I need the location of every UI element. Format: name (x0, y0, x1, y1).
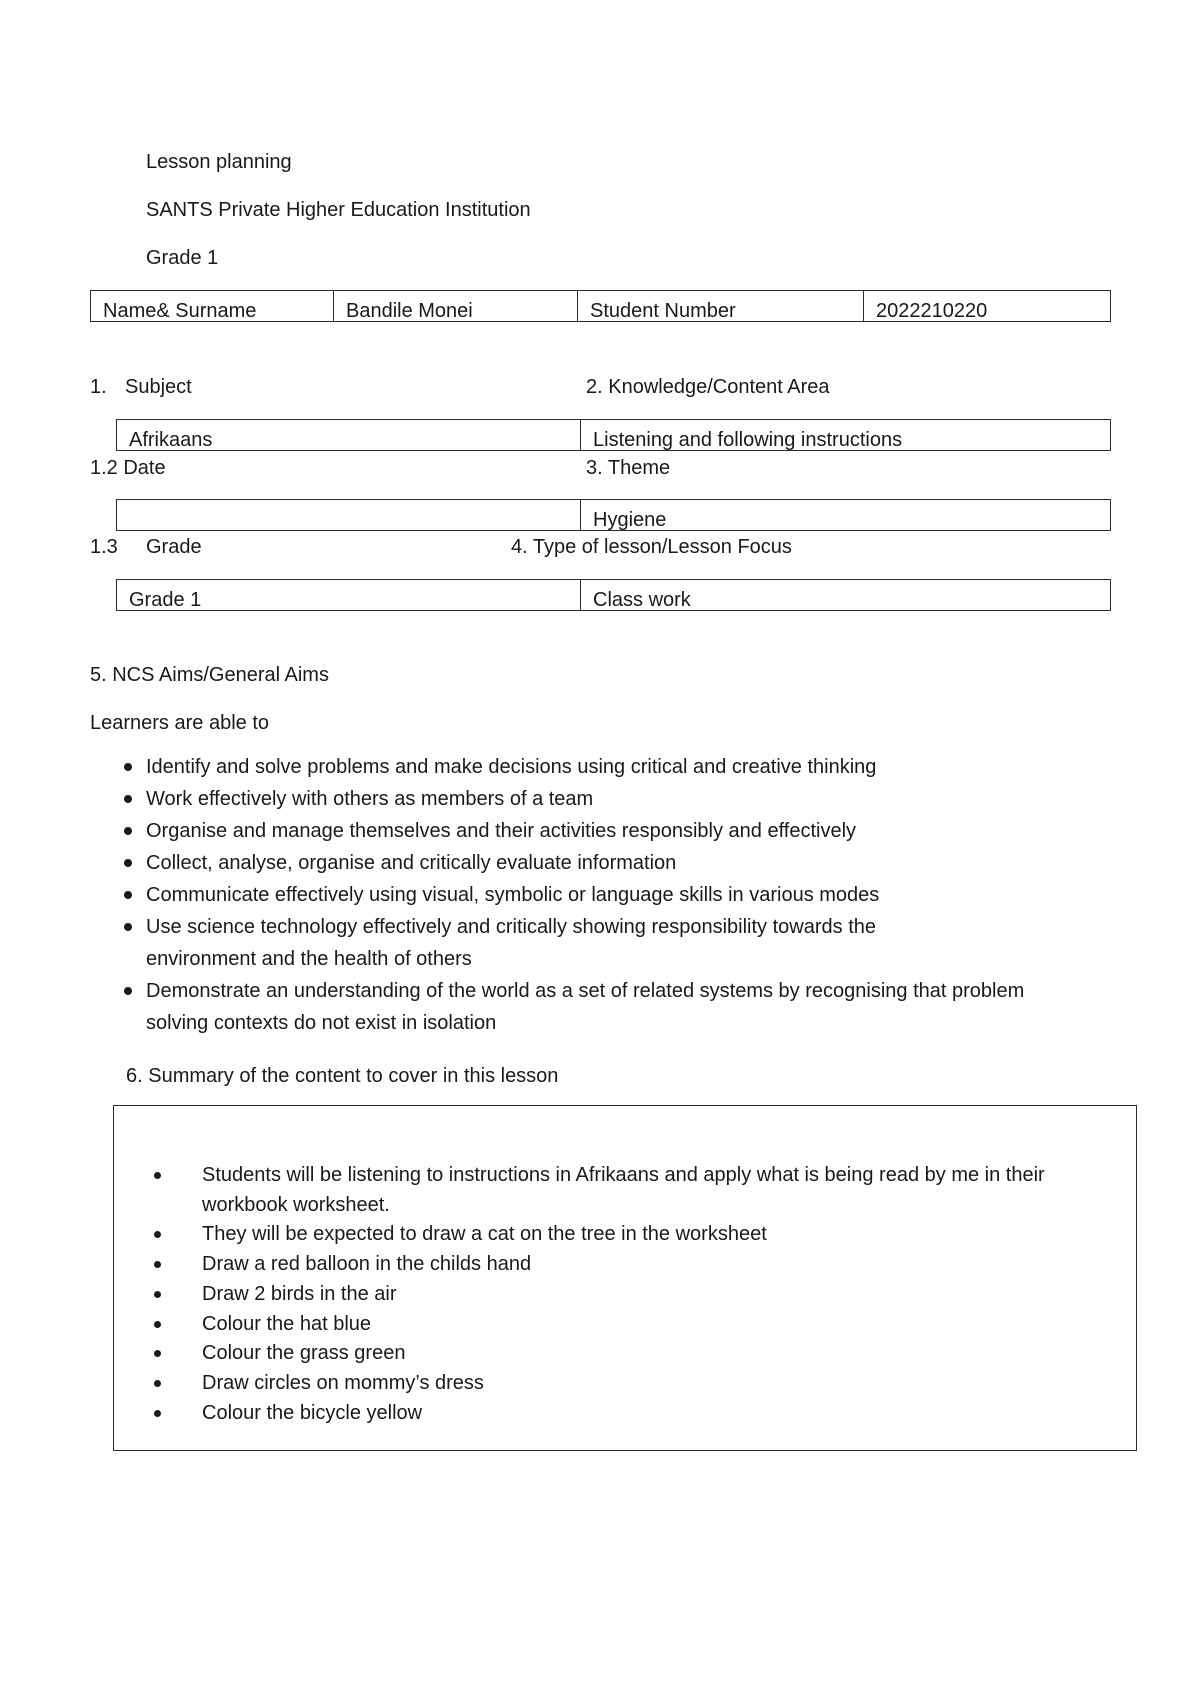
bullet-icon (154, 1380, 161, 1387)
subject-number: 1. (90, 376, 107, 398)
document-title: Lesson planning (146, 151, 292, 173)
summary-list-item: They will be expected to draw a cat on the tree in the worksheet (154, 1220, 1104, 1250)
summary-list-item: Colour the grass green (154, 1339, 1104, 1369)
aims-list-item: Communicate effectively using visual, symbolic or language skills in various modes (120, 879, 1080, 911)
summary-list-item: Students will be listening to instructions in Afrikaans and apply what is being read by me in their workbook worksheet. (154, 1161, 1104, 1220)
aims-list-item: Demonstrate an understanding of the world as a set of related systems by recognising that problem solving contexts do not exist in isolation (120, 975, 1080, 1039)
theme-label: 3. Theme (586, 457, 671, 479)
subject-value-cell: Afrikaans (117, 420, 581, 451)
date-value-cell (117, 500, 581, 531)
aims-list-item: Organise and manage themselves and their activities responsibly and effectively (120, 815, 1080, 847)
aims-intro: Learners are able to (90, 712, 270, 734)
subject-knowledge-table (116, 419, 1111, 451)
student-info-row (91, 291, 1111, 322)
summary-list-item: Colour the bicycle yellow (154, 1399, 1104, 1429)
name-value-cell: Bandile Monei (334, 291, 578, 322)
date-label: 1.2 Date (90, 457, 166, 479)
bullet-icon (154, 1172, 161, 1179)
bullet-icon (154, 1231, 161, 1238)
aims-list-item: Identify and solve problems and make decisions using critical and creative thinking (120, 751, 1080, 783)
summary-list-item: Draw 2 birds in the air (154, 1280, 1104, 1310)
bullet-icon (154, 1261, 161, 1268)
subject-label: Subject (125, 376, 192, 398)
grade-value-cell: Grade 1 (117, 580, 581, 611)
grade-lesson-type-row (117, 580, 1111, 611)
bullet-icon (124, 763, 132, 771)
summary-heading: 6. Summary of the content to cover in this lesson (126, 1065, 559, 1087)
aims-list-item: Collect, analyse, organise and critically evaluate information (120, 847, 1080, 879)
knowledge-value-cell: Listening and following instructions (581, 420, 1111, 451)
knowledge-label: 2. Knowledge/Content Area (586, 376, 830, 398)
summary-list-item: Draw circles on mommy’s dress (154, 1369, 1104, 1399)
bullet-icon (124, 859, 132, 867)
bullet-icon (124, 795, 132, 803)
aims-heading: 5. NCS Aims/General Aims (90, 664, 329, 686)
grade-label: Grade (146, 536, 202, 558)
student-number-label-cell: Student Number (578, 291, 864, 322)
bullet-icon (154, 1350, 161, 1357)
bullet-icon (154, 1410, 161, 1417)
student-number-value-cell: 2022210220 (864, 291, 1111, 322)
bullet-icon (154, 1321, 161, 1328)
theme-value-cell: Hygiene (581, 500, 1111, 531)
bullet-icon (124, 891, 132, 899)
grade-number: 1.3 (90, 536, 118, 558)
summary-list-item: Colour the hat blue (154, 1310, 1104, 1340)
summary-box (113, 1105, 1137, 1451)
summary-list-item: Draw a red balloon in the childs hand (154, 1250, 1104, 1280)
institution-name: SANTS Private Higher Education Institution (146, 199, 531, 221)
subject-knowledge-row (117, 420, 1111, 451)
student-info-table (90, 290, 1111, 322)
bullet-icon (154, 1291, 161, 1298)
bullet-icon (124, 987, 132, 995)
bullet-icon (124, 923, 132, 931)
aims-list-item: Use science technology effectively and critically showing responsibility towards the environment and the health of others (120, 911, 1080, 975)
aims-list (120, 751, 1080, 1039)
lesson-type-value-cell: Class work (581, 580, 1111, 611)
date-theme-table (116, 499, 1111, 531)
summary-list (154, 1161, 1104, 1428)
bullet-icon (124, 827, 132, 835)
aims-list-item: Work effectively with others as members of a team (120, 783, 1080, 815)
name-label-cell: Name& Surname (91, 291, 334, 322)
grade-lesson-type-table (116, 579, 1111, 611)
header-grade: Grade 1 (146, 247, 219, 269)
date-theme-row (117, 500, 1111, 531)
lesson-type-label: 4. Type of lesson/Lesson Focus (511, 536, 792, 558)
